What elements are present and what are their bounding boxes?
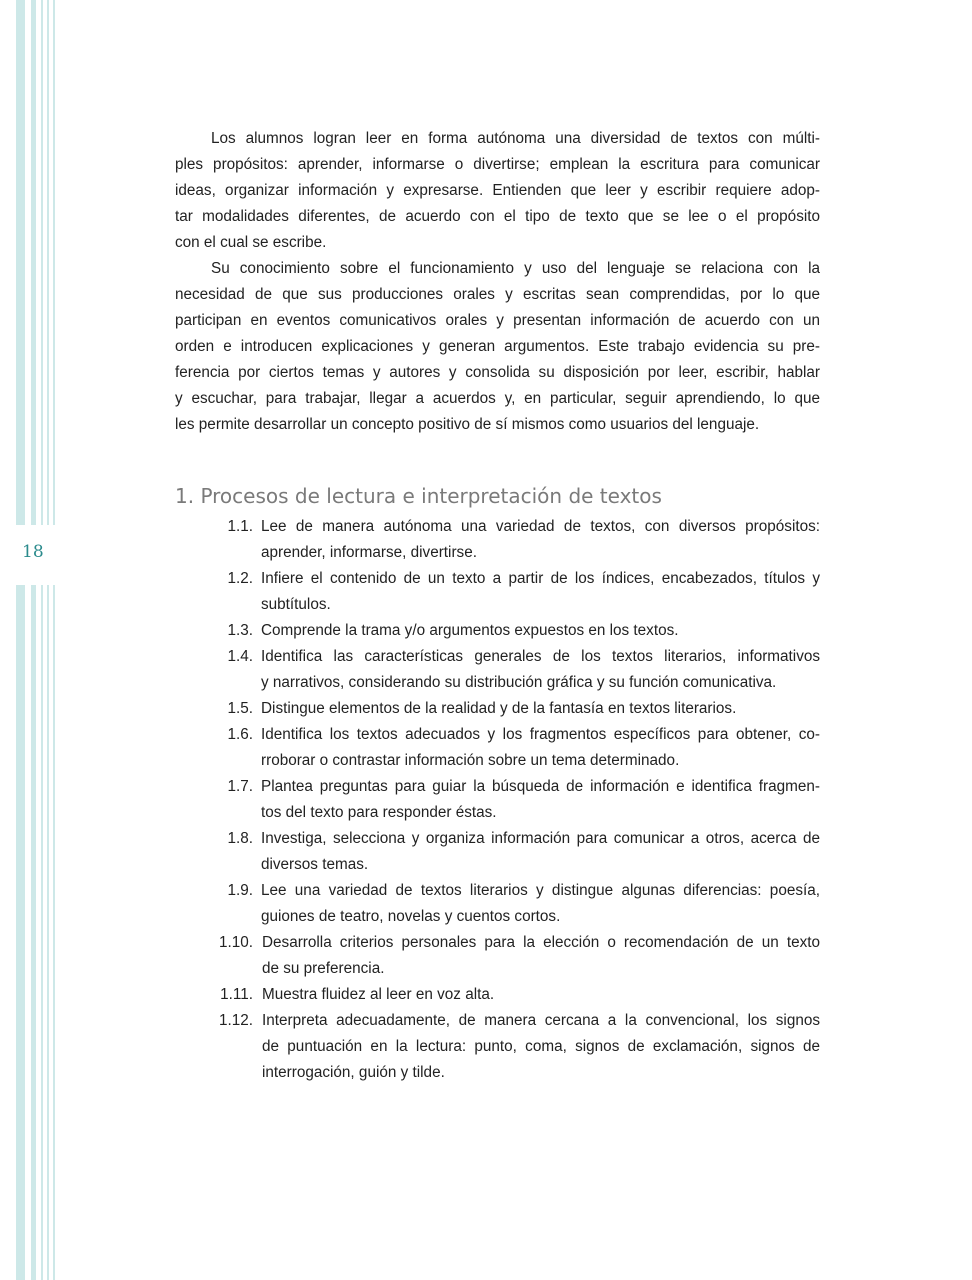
item-text-line: Identifica las características generales de los textos literarios, informativos (261, 648, 820, 665)
item-text-line: aprender, informarse, divertirse. (261, 544, 477, 561)
list-item (175, 696, 820, 722)
item-number: 1.4. (227, 648, 253, 665)
item-number: 1.5. (227, 700, 253, 717)
body-text (175, 126, 820, 438)
stripe-decoration (47, 0, 49, 525)
paragraph (175, 256, 820, 438)
list-item (175, 930, 820, 982)
paragraph-line: y escuchar, para trabajar, llegar a acuerdos y, en particular, seguir aprendiendo, lo que (175, 390, 820, 407)
item-number: 1.12. (218, 1012, 253, 1029)
item-text-line: Investiga, selecciona y organiza información para comunicar a otros, acerca de (261, 830, 820, 847)
paragraph-line: Su conocimiento sobre el funcionamiento y uso del lenguaje se relaciona con la (211, 260, 820, 277)
item-text-line: Interpreta adecuadamente, de manera cercana a la convencional, los signos (262, 1012, 820, 1029)
list-item (175, 774, 820, 826)
paragraph (175, 126, 820, 256)
item-number: 1.3. (227, 622, 253, 639)
item-number: 1.8. (227, 830, 253, 847)
paragraph-line: participan en eventos comunicativos orales y presentan información de acuerdo con un (175, 312, 820, 329)
paragraph-line: necesidad de que sus producciones orales y escritas sean comprendidas, por lo que (175, 286, 820, 303)
stripe-decoration (31, 585, 36, 1280)
stripe-decoration (47, 585, 49, 1280)
item-text-line: Distingue elementos de la realidad y de la fantasía en textos literarios. (261, 700, 737, 717)
paragraph-line: ples propósitos: aprender, informarse o divertirse; emplean la escritura para comunicar (175, 156, 820, 173)
item-text-line: rroborar o contrastar información sobre un tema determinado. (261, 752, 680, 769)
item-text-line: Plantea preguntas para guiar la búsqueda de información e identifica fragmen- (261, 778, 820, 795)
paragraph-line: Los alumnos logran leer en forma autónoma una diversidad de textos con múlti- (211, 130, 820, 147)
item-number: 1.10. (218, 934, 253, 951)
item-text-line: diversos temas. (261, 856, 369, 873)
list-item (175, 1008, 820, 1086)
item-text-line: Lee de manera autónoma una variedad de textos, con diversos propósitos: (261, 518, 820, 535)
item-text-line: Infiere el contenido de un texto a partir de los índices, encabezados, títulos y (261, 570, 820, 587)
paragraph-line: tar modalidades diferentes, de acuerdo con el tipo de texto que se lee o el propósito (175, 208, 820, 225)
item-number: 1.1. (227, 518, 253, 535)
item-text-line: y narrativos, considerando su distribución gráfica y su función comunicativa. (261, 674, 777, 691)
item-number: 1.2. (227, 570, 253, 587)
paragraph-line: ferencia por ciertos temas y autores y consolida su disposición por leer, escribir, hablar (175, 364, 820, 381)
page-number: 18 (22, 542, 44, 562)
list-item (175, 826, 820, 878)
stripe-decoration (41, 585, 43, 1280)
item-text-line: Muestra fluidez al leer en voz alta. (262, 986, 495, 1003)
list-item (175, 982, 820, 1008)
item-number: 1.6. (227, 726, 253, 743)
stripe-decoration (16, 585, 25, 1280)
section-heading: 1. Procesos de lectura e interpretación de textos (175, 484, 662, 508)
item-text-line: Desarrolla criterios personales para la elección o recomendación de un texto (262, 934, 820, 951)
item-text-line: Lee una variedad de textos literarios y distingue algunas diferencias: poesía, (261, 882, 820, 899)
item-number: 1.7. (227, 778, 253, 795)
item-text-line: subtítulos. (261, 596, 331, 613)
item-text-line: Comprende la trama y/o argumentos expuestos en los textos. (261, 622, 679, 639)
paragraph-line: ideas, organizar información y expresarse. Entienden que leer y escribir requiere adop- (175, 182, 820, 199)
stripe-decoration (53, 585, 55, 1280)
list-item (175, 722, 820, 774)
stripe-decoration (16, 0, 25, 525)
list-item (175, 566, 820, 618)
item-text-line: Identifica los textos adecuados y los fragmentos específicos para obtener, co- (261, 726, 820, 743)
item-number: 1.9. (227, 882, 253, 899)
paragraph-line: con el cual se escribe. (175, 234, 327, 251)
objectives-list (175, 514, 820, 1086)
list-item (175, 618, 820, 644)
paragraph-line: les permite desarrollar un concepto positivo de sí mismos como usuarios del lenguaje. (175, 416, 760, 433)
item-text-line: guiones de teatro, novelas y cuentos cortos. (261, 908, 561, 925)
paragraph-line: orden e introducen explicaciones y generan argumentos. Este trabajo evidencia su pre- (175, 338, 820, 355)
list-item (175, 644, 820, 696)
stripe-decoration (53, 0, 55, 525)
item-text-line: tos del texto para responder éstas. (261, 804, 497, 821)
item-text-line: interrogación, guión y tilde. (262, 1064, 445, 1081)
item-text-line: de su preferencia. (262, 960, 385, 977)
list-item (175, 878, 820, 930)
item-number: 1.11. (220, 986, 253, 1003)
stripe-decoration (41, 0, 43, 525)
item-text-line: de puntuación en la lectura: punto, coma, signos de exclamación, signos de (262, 1038, 820, 1055)
list-item (175, 514, 820, 566)
stripe-decoration (31, 0, 36, 525)
